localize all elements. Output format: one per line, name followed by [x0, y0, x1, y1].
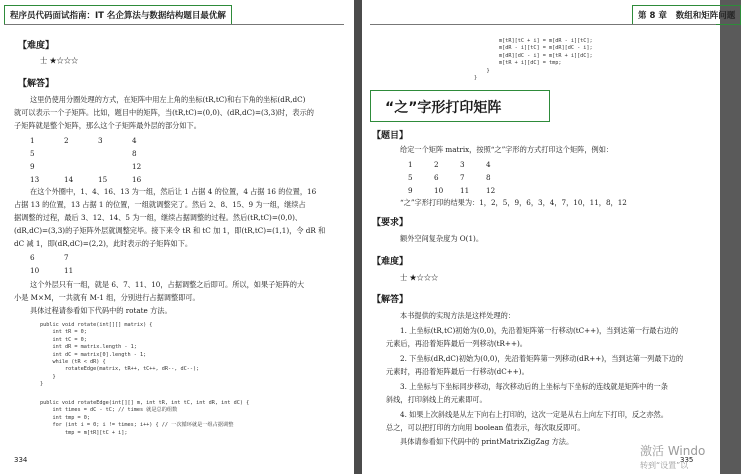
final-text: 具体请参看如下代码中的 printMatrixZigZag 方法。: [400, 437, 574, 446]
code-block-rotate-edge: public void rotateEdge(int[][] m, int tR, int tC, int dR, int dC) { int times = dC - tC; // times 就是总的组数 int tmp = 0; for (int i = 0; i != times; i++) { // 一次循环就是一组占据调整 tmp = m[tR][tC + i];: [40, 400, 250, 436]
answer-step-line: 斜线，打印斜线上的元素即可。: [386, 395, 487, 404]
activation-watermark-line2: 转到“设置”以: [640, 461, 689, 470]
paragraph-line: 在这个外圈中，1、4、16、13 为一组，然后让 1 占据 4 的位置，4 占据 16 的位置，16: [30, 187, 317, 196]
right-page: [362, 0, 736, 474]
chapter-title: 数组和矩阵问题: [675, 11, 736, 21]
matrix-cell: 10: [30, 266, 40, 275]
matrix-cell: 5: [408, 173, 413, 182]
matrix-cell: 3: [98, 136, 103, 145]
requirement-text: 额外空间复杂度为 O(1)。: [400, 234, 484, 243]
paragraph-line: 具体过程请参看如下代码中的 rotate 方法。: [30, 306, 172, 315]
matrix-cell: 2: [434, 160, 439, 169]
chapter-number: 第 8 章: [638, 11, 667, 21]
difficulty-value: 士 ★☆☆☆: [400, 273, 439, 282]
matrix-cell: 7: [64, 253, 69, 262]
matrix-outer-ring: [30, 134, 166, 186]
paragraph-line: 这里仍使用分圈处理的方式，在矩阵中用左上角的坐标(tR,tC)和右下角的坐标(dR,dC): [30, 95, 306, 104]
matrix-cell: 16: [132, 175, 142, 184]
code-block-continued: m[tR][tC + i] = m[dR - i][tC]; m[dR - i][tC] = m[dR][dC - i]; m[dR][dC - i] = m[tR + i][dC]; m[tR + i][dC] = tmp; } }: [474, 38, 593, 82]
matrix-cell: 7: [460, 173, 465, 182]
paragraph-line: 据调整的过程，最后 3、12、14、5 为一组，继续占据调整的过程。然后(tR,tC)=(0,0)、: [14, 213, 303, 222]
problem-title: “之”字形打印矩阵: [370, 90, 550, 122]
paragraph-line: 就可以表示一个子矩阵。比如，题目中的矩阵，当(tR,tC)=(0,0)、(dR,dC)=(3,3)时，表示的: [14, 108, 314, 117]
example-matrix: [408, 158, 512, 197]
matrix-cell: 8: [486, 173, 491, 182]
matrix-cell: 9: [30, 162, 35, 171]
matrix-cell: 11: [64, 266, 74, 275]
matrix-cell: 5: [30, 149, 35, 158]
answer-step-line: 3. 上坐标与下坐标同步移动，每次移动后的上坐标与下坐标的连线就是矩阵中的一条: [400, 382, 668, 391]
matrix-cell: 12: [486, 186, 496, 195]
page-number: 334: [14, 456, 28, 464]
matrix-cell: 2: [64, 136, 69, 145]
chapter-header: [632, 5, 741, 25]
code-block-rotate: public void rotate(int[][] matrix) { int tR = 0; int tC = 0; int dR = matrix.length - 1; int dC = matrix[0].length - 1; while (tR < dR) { rotateEdge(matrix, tR++, tC++, dR--, dC--); } }: [40, 322, 200, 388]
difficulty-label: 【难度】: [18, 41, 55, 51]
answer-intro: 本书提供的实现方法是这样处理的：: [400, 311, 516, 320]
left-page: [0, 0, 354, 474]
matrix-cell: 9: [408, 186, 413, 195]
matrix-cell: 13: [30, 175, 40, 184]
paragraph-line: 小是 M×M，一共就有 M-1 组，分别进行占据调整即可。: [14, 293, 200, 302]
matrix-cell: 6: [434, 173, 439, 182]
paragraph-line: (dR,dC)=(3,3)的子矩阵外层就调整完毕。接下来令 tR 和 tC 加 1，即(tR,tC)=(1,1)，令 dR 和: [14, 226, 326, 235]
matrix-cell: 1: [30, 136, 35, 145]
answer-step-line: 元素后，再沿着矩阵最后一列移动(tR++)。: [386, 339, 527, 348]
matrix-cell: 14: [64, 175, 74, 184]
paragraph-line: 子矩阵就是整个矩阵，那么这个子矩阵最外层的部分如下。: [14, 121, 201, 130]
answer-step-line: 总之，可以把打印的方向用 boolean 值表示，每次取反即可。: [386, 423, 585, 432]
problem-text: 给定一个矩阵 matrix，按照“之”字形的方式打印这个矩阵，例如：: [400, 145, 614, 154]
paragraph-line: 这个外层只有一组，就是 6、7、11、10，占据调整之后即可。所以，如果子矩阵的大: [30, 280, 305, 289]
paragraph-line: 占据 13 的位置，13 占据 1 的位置，一组就调整完了。然后 2、8、15、9 为一组，继续占: [14, 200, 306, 209]
answer-step-line: 4. 如果上次斜线是从左下向右上打印的，这次一定是从右上向左下打印，反之亦然。: [400, 410, 668, 419]
problem-label: 【题目】: [372, 131, 409, 141]
answer-label: 【解答】: [18, 79, 55, 89]
activation-watermark-line1: 激活 Windo: [640, 444, 706, 458]
matrix-cell: 15: [98, 175, 108, 184]
header-rule: [370, 24, 716, 25]
book-gutter: [354, 0, 362, 474]
answer-step-line: 2. 下坐标(dR,dC)初始为(0,0)，先沿着矩阵第一列移动(dR++)，当到达第一列最下边的: [400, 354, 684, 363]
matrix-inner-ring: [30, 251, 98, 277]
header-rule: [4, 24, 344, 25]
answer-step-line: 1. 上坐标(tR,tC)初始为(0,0)，先沿着矩阵第一行移动(tC++)，当到达第一行最右边的: [400, 326, 679, 335]
matrix-cell: 4: [486, 160, 491, 169]
paragraph-line: dC 减 1，即(dR,dC)=(2,2)，此时表示的子矩阵如下。: [14, 239, 193, 248]
difficulty-label: 【难度】: [372, 257, 409, 267]
matrix-cell: 4: [132, 136, 137, 145]
answer-step-line: 元素时，再沿着矩阵最后一行移动(dC++)。: [386, 367, 529, 376]
matrix-cell: 3: [460, 160, 465, 169]
matrix-cell: 10: [434, 186, 444, 195]
page-header: 程序员代码面试指南：IT 名企算法与数据结构题目最优解: [4, 5, 232, 25]
matrix-cell: 1: [408, 160, 413, 169]
matrix-cell: 12: [132, 162, 142, 171]
matrix-cell: 11: [460, 186, 470, 195]
page-number: 335: [680, 456, 694, 464]
matrix-cell: 6: [30, 253, 35, 262]
matrix-cell: 8: [132, 149, 137, 158]
difficulty-value: 士 ★☆☆☆: [40, 56, 79, 65]
requirement-label: 【要求】: [372, 218, 409, 228]
zigzag-result: “之”字形打印的结果为：1，2，5，9，6，3，4，7，10，11，8，12: [400, 198, 627, 207]
answer-label: 【解答】: [372, 295, 409, 305]
